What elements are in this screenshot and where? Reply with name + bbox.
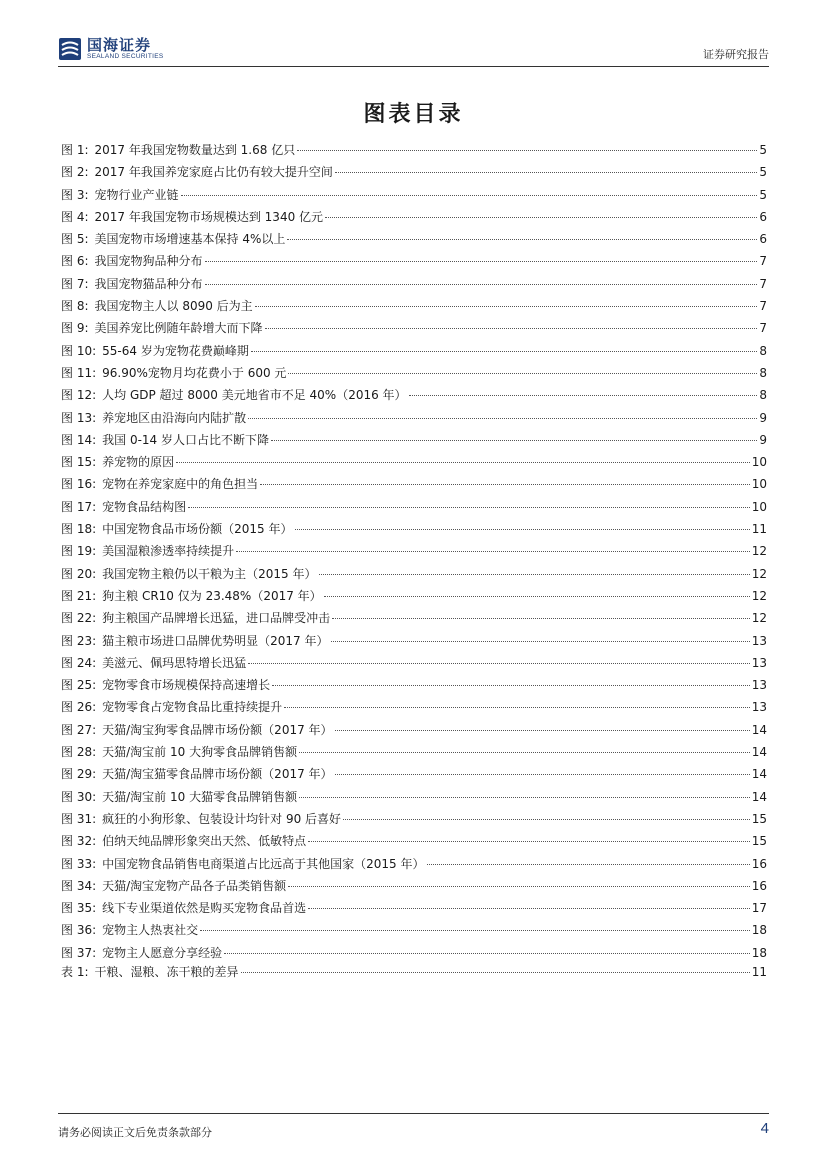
- entry-label: 图 5:: [61, 232, 89, 247]
- dot-leader: [181, 195, 757, 196]
- figure-toc-entry[interactable]: [61, 585, 767, 607]
- figure-toc-entry[interactable]: [61, 808, 767, 830]
- entry-title: 2017 年我国宠物市场规模达到 1340 亿元: [94, 209, 324, 224]
- entry-title: 天猫/淘宝猫零食品牌市场份额（2017 年）: [102, 767, 333, 782]
- figure-toc-entry[interactable]: [61, 897, 767, 919]
- logo-chinese-name: 国海证券: [87, 36, 152, 54]
- dot-leader: [308, 841, 750, 842]
- entry-label: 图 3:: [61, 187, 89, 202]
- entry-page-number: 10: [751, 455, 767, 470]
- figure-toc-entry[interactable]: [61, 875, 767, 897]
- entry-page-number: 8: [759, 365, 767, 380]
- entry-label: 图 1:: [61, 143, 89, 157]
- figure-toc-entry[interactable]: [61, 741, 767, 763]
- dot-leader: [205, 284, 757, 285]
- figure-toc-entry[interactable]: [61, 273, 767, 295]
- entry-page-number: 5: [759, 165, 767, 180]
- dot-leader: [272, 685, 750, 686]
- entry-page-number: 12: [751, 611, 767, 626]
- entry-page-number: 16: [751, 878, 767, 893]
- entry-label: 图 32:: [61, 834, 97, 849]
- dot-leader: [295, 529, 750, 530]
- figure-toc-entry[interactable]: [61, 830, 767, 852]
- dot-leader: [308, 908, 750, 909]
- figure-toc-entry[interactable]: [61, 518, 767, 540]
- dot-leader: [335, 730, 750, 731]
- dot-leader: [236, 551, 750, 552]
- table-toc-entry[interactable]: [61, 961, 767, 983]
- entry-title: 宠物行业产业链: [94, 187, 179, 202]
- figure-toc-entry[interactable]: [61, 919, 767, 941]
- entry-page-number: 18: [751, 923, 767, 938]
- figure-toc-entry[interactable]: [61, 228, 767, 250]
- figure-toc-entry[interactable]: [61, 696, 767, 718]
- entry-title: 我国宠物猫品种分布: [94, 276, 203, 291]
- entry-title: 美国宠物市场增速基本保持 4%以上: [94, 232, 286, 247]
- entry-title: 中国宠物食品销售电商渠道占比远高于其他国家（2015 年）: [102, 856, 425, 871]
- entry-label: 图 24:: [61, 655, 97, 670]
- entry-label: 图 7:: [61, 276, 89, 291]
- entry-label: 图 8:: [61, 299, 89, 314]
- entry-title: 宠物零食占宠物食品比重持续提升: [102, 700, 283, 715]
- entry-title: 宠物食品结构图: [102, 499, 187, 514]
- figure-toc-entry[interactable]: [61, 362, 767, 384]
- entry-label: 图 12:: [61, 388, 97, 403]
- entry-page-number: 10: [751, 499, 767, 514]
- dot-leader: [260, 484, 750, 485]
- dot-leader: [284, 707, 750, 708]
- dot-leader: [331, 641, 750, 642]
- entry-page-number: 13: [751, 655, 767, 670]
- figure-toc-entry[interactable]: [61, 161, 767, 183]
- table-list: [61, 961, 767, 983]
- entry-title: 中国宠物食品市场份额（2015 年）: [102, 522, 293, 537]
- dot-leader: [255, 306, 757, 307]
- figure-toc-entry[interactable]: [61, 340, 767, 362]
- figure-list: [61, 139, 767, 964]
- dot-leader: [241, 972, 750, 973]
- logo-english-name: SEALAND SECURITIES: [87, 53, 164, 60]
- report-type-label: 证券研究报告: [703, 48, 769, 61]
- entry-title: 宠物主人热衷社交: [102, 923, 199, 938]
- entry-title: 养宠物的原因: [102, 455, 175, 470]
- page-title: 图表目录: [363, 102, 464, 127]
- dot-leader: [325, 217, 757, 218]
- entry-title: 宠物主人愿意分享经验: [102, 945, 223, 960]
- dot-leader: [288, 373, 757, 374]
- entry-page-number: 13: [751, 633, 767, 648]
- figure-toc-entry[interactable]: [61, 317, 767, 339]
- dot-leader: [299, 752, 750, 753]
- entry-label: 图 28:: [61, 745, 97, 760]
- figure-toc-entry[interactable]: [61, 674, 767, 696]
- figure-toc-entry[interactable]: [61, 853, 767, 875]
- entry-page-number: 7: [759, 276, 767, 291]
- entry-page-number: 5: [759, 187, 767, 202]
- figure-toc-entry[interactable]: [61, 184, 767, 206]
- entry-label: 图 15:: [61, 455, 97, 470]
- entry-label: 图 9:: [61, 321, 89, 336]
- dot-leader: [224, 953, 750, 954]
- entry-page-number: 7: [759, 321, 767, 336]
- entry-title: 猫主粮市场进口品牌优势明显（2017 年）: [102, 633, 329, 648]
- dot-leader: [299, 797, 750, 798]
- entry-title: 我国宠物主人以 8090 后为主: [94, 299, 253, 314]
- disclaimer-note: 请务必阅读正文后免责条款部分: [58, 1126, 212, 1139]
- dot-leader: [409, 395, 757, 396]
- entry-label: 图 22:: [61, 611, 97, 626]
- dot-leader: [335, 172, 757, 173]
- entry-page-number: 11: [751, 965, 767, 979]
- dot-leader: [324, 596, 750, 597]
- figure-toc-entry[interactable]: [61, 295, 767, 317]
- figure-toc-entry[interactable]: [61, 652, 767, 674]
- entry-title: 96.90%宠物月均花费小于 600 元: [102, 365, 287, 380]
- entry-label: 图 36:: [61, 923, 97, 938]
- entry-label: 图 23:: [61, 633, 97, 648]
- sealand-logo-icon: [58, 36, 82, 62]
- figure-toc-entry[interactable]: [61, 429, 767, 451]
- entry-title: 伯纳天纯品牌形象突出天然、低敏特点: [102, 834, 307, 849]
- entry-label: 图 13:: [61, 410, 97, 425]
- entry-title: 宠物零食市场规模保持高速增长: [102, 678, 271, 693]
- entry-page-number: 14: [751, 745, 767, 760]
- entry-page-number: 14: [751, 767, 767, 782]
- figure-toc-entry[interactable]: [61, 540, 767, 562]
- entry-title: 疯狂的小狗形象、包装设计均针对 90 后喜好: [102, 811, 342, 826]
- entry-title: 天猫/淘宝狗零食品牌市场份额（2017 年）: [102, 722, 333, 737]
- dot-leader: [288, 886, 750, 887]
- entry-title: 干粮、湿粮、冻干粮的差异: [94, 965, 239, 979]
- entry-label: 图 18:: [61, 522, 97, 537]
- entry-label: 图 10:: [61, 343, 97, 358]
- entry-page-number: 16: [751, 856, 767, 871]
- entry-label: 图 2:: [61, 165, 89, 180]
- figure-toc-entry[interactable]: [61, 607, 767, 629]
- entry-page-number: 9: [759, 410, 767, 425]
- dot-leader: [248, 663, 750, 664]
- figure-toc-entry[interactable]: [61, 763, 767, 785]
- entry-label: 图 34:: [61, 878, 97, 893]
- entry-title: 线下专业渠道依然是购买宠物食品首选: [102, 901, 307, 916]
- entry-label: 图 4:: [61, 209, 89, 224]
- entry-label: 图 20:: [61, 566, 97, 581]
- entry-label: 图 25:: [61, 678, 97, 693]
- figure-toc-entry[interactable]: [61, 719, 767, 741]
- dot-leader: [200, 930, 750, 931]
- entry-page-number: 12: [751, 566, 767, 581]
- entry-title: 天猫/淘宝前 10 大猫零食品牌销售额: [102, 789, 298, 804]
- dot-leader: [335, 774, 750, 775]
- dot-leader: [297, 150, 757, 151]
- entry-page-number: 5: [759, 143, 767, 157]
- entry-title: 宠物在养宠家庭中的角色担当: [102, 477, 259, 492]
- entry-page-number: 7: [759, 299, 767, 314]
- entry-page-number: 10: [751, 477, 767, 492]
- dot-leader: [251, 351, 757, 352]
- figure-toc-entry[interactable]: [61, 563, 767, 585]
- entry-label: 图 33:: [61, 856, 97, 871]
- entry-label: 图 37:: [61, 945, 97, 960]
- entry-title: 我国宠物主粮仍以干粮为主（2015 年）: [102, 566, 317, 581]
- dot-leader: [188, 507, 750, 508]
- dot-leader: [343, 819, 750, 820]
- entry-page-number: 11: [751, 522, 767, 537]
- page-header: [58, 34, 769, 67]
- entry-page-number: 13: [751, 678, 767, 693]
- dot-leader: [205, 261, 757, 262]
- entry-page-number: 15: [751, 811, 767, 826]
- figure-toc-entry[interactable]: [61, 630, 767, 652]
- entry-label: 图 31:: [61, 811, 97, 826]
- entry-page-number: 15: [751, 834, 767, 849]
- entry-label: 图 17:: [61, 499, 97, 514]
- entry-title: 养宠地区由沿海向内陆扩散: [102, 410, 247, 425]
- entry-label: 图 30:: [61, 789, 97, 804]
- dot-leader: [332, 618, 750, 619]
- entry-title: 美国养宠比例随年龄增大而下降: [94, 321, 263, 336]
- dot-leader: [319, 574, 750, 575]
- entry-title: 我国宠物狗品种分布: [94, 254, 203, 269]
- entry-page-number: 14: [751, 789, 767, 804]
- entry-page-number: 6: [759, 209, 767, 224]
- entry-title: 天猫/淘宝宠物产品各子品类销售额: [102, 878, 287, 893]
- page-footer: [58, 1113, 769, 1150]
- figure-toc-entry[interactable]: [61, 139, 767, 161]
- entry-title: 狗主粮 CR10 仅为 23.48%（2017 年）: [102, 588, 322, 603]
- entry-label: 图 26:: [61, 700, 97, 715]
- figure-toc-entry[interactable]: [61, 496, 767, 518]
- entry-title: 美国湿粮渗透率持续提升: [102, 544, 235, 559]
- entry-page-number: 7: [759, 254, 767, 269]
- figure-toc-entry[interactable]: [61, 206, 767, 228]
- entry-label: 图 19:: [61, 544, 97, 559]
- dot-leader: [248, 418, 757, 419]
- entry-page-number: 18: [751, 945, 767, 960]
- figure-toc-entry[interactable]: [61, 451, 767, 473]
- entry-title: 2017 年我国养宠家庭占比仍有较大提升空间: [94, 165, 333, 180]
- entry-page-number: 8: [759, 388, 767, 403]
- dot-leader: [176, 462, 750, 463]
- dot-leader: [265, 328, 757, 329]
- entry-page-number: 14: [751, 722, 767, 737]
- company-logo: [58, 34, 164, 64]
- entry-title: 天猫/淘宝前 10 大狗零食品牌销售额: [102, 745, 298, 760]
- figure-toc-entry[interactable]: [61, 786, 767, 808]
- entry-page-number: 9: [759, 432, 767, 447]
- entry-label: 图 27:: [61, 722, 97, 737]
- entry-title: 人均 GDP 超过 8000 美元地省市不足 40%（2016 年）: [102, 388, 407, 403]
- page-number: 4: [760, 1120, 769, 1137]
- dot-leader: [427, 864, 750, 865]
- dot-leader: [287, 239, 757, 240]
- entry-label: 图 11:: [61, 365, 97, 380]
- entry-label: 图 35:: [61, 901, 97, 916]
- entry-page-number: 17: [751, 901, 767, 916]
- entry-label: 图 16:: [61, 477, 97, 492]
- entry-title: 美滋元、佩玛思特增长迅猛: [102, 655, 247, 670]
- entry-page-number: 8: [759, 343, 767, 358]
- figure-toc-entry[interactable]: [61, 250, 767, 272]
- entry-page-number: 12: [751, 588, 767, 603]
- figure-toc-entry[interactable]: [61, 384, 767, 406]
- entry-page-number: 13: [751, 700, 767, 715]
- dot-leader: [271, 440, 757, 441]
- entry-label: 图 6:: [61, 254, 89, 269]
- entry-label: 图 21:: [61, 588, 97, 603]
- entry-title: 我国 0-14 岁人口占比不断下降: [102, 432, 270, 447]
- figure-toc-entry[interactable]: [61, 473, 767, 495]
- entry-label: 图 14:: [61, 432, 97, 447]
- entry-title: 2017 年我国宠物数量达到 1.68 亿只: [94, 143, 296, 157]
- entry-label: 图 29:: [61, 767, 97, 782]
- entry-page-number: 12: [751, 544, 767, 559]
- entry-page-number: 6: [759, 232, 767, 247]
- figure-toc-entry[interactable]: [61, 407, 767, 429]
- entry-title: 狗主粮国产品牌增长迅猛，进口品牌受冲击: [102, 611, 331, 626]
- entry-title: 55-64 岁为宠物花费巅峰期: [102, 343, 249, 358]
- entry-label: 表 1:: [61, 965, 89, 979]
